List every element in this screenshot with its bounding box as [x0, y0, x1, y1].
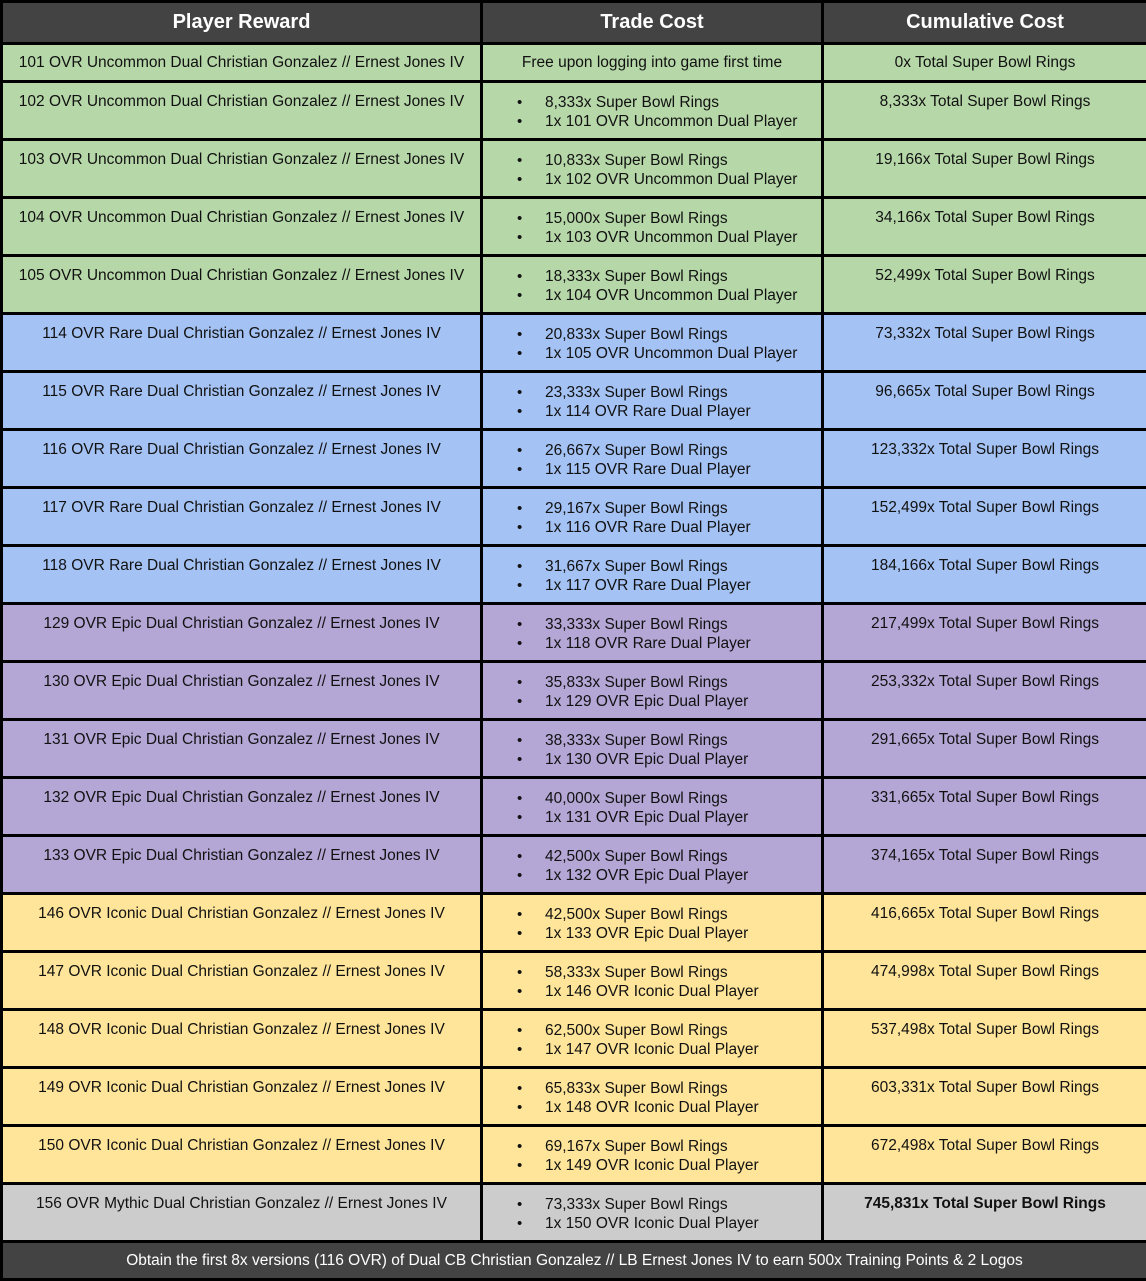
trade-cost-item: • 1x 129 OVR Epic Dual Player	[513, 692, 821, 711]
table-row	[2, 778, 1146, 836]
player-reward-cell: 116 OVR Rare Dual Christian Gonzalez // Ernest Jones IV	[2, 430, 482, 488]
trade-cost-list	[513, 1195, 821, 1233]
table-row	[2, 604, 1146, 662]
cumulative-cost-cell: 19,166x Total Super Bowl Rings	[823, 140, 1146, 198]
cumulative-cost-cell: 96,665x Total Super Bowl Rings	[823, 372, 1146, 430]
trade-cost-cell	[482, 720, 823, 778]
cumulative-cost-cell: 672,498x Total Super Bowl Rings	[823, 1126, 1146, 1184]
trade-cost-item: • 38,333x Super Bowl Rings	[513, 731, 821, 750]
trade-cost-list	[513, 151, 821, 189]
cumulative-cost-cell: 331,665x Total Super Bowl Rings	[823, 778, 1146, 836]
trade-cost-cell	[482, 430, 823, 488]
trade-cost-cell	[482, 1068, 823, 1126]
trade-cost-cell	[482, 1184, 823, 1242]
cumulative-cost-cell: 123,332x Total Super Bowl Rings	[823, 430, 1146, 488]
cumulative-cost-cell: 217,499x Total Super Bowl Rings	[823, 604, 1146, 662]
trade-cost-list	[513, 731, 821, 769]
table-row	[2, 1068, 1146, 1126]
trade-cost-list	[513, 963, 821, 1001]
table-row	[2, 662, 1146, 720]
trade-cost-cell	[482, 140, 823, 198]
table-row	[2, 720, 1146, 778]
trade-cost-list	[513, 1021, 821, 1059]
trade-cost-list	[513, 789, 821, 827]
table-row	[2, 1126, 1146, 1184]
table-row	[2, 198, 1146, 256]
trade-cost-item: • 1x 133 OVR Epic Dual Player	[513, 924, 821, 943]
table-row	[2, 140, 1146, 198]
cumulative-cost-cell: 34,166x Total Super Bowl Rings	[823, 198, 1146, 256]
trade-cost-item: • 31,667x Super Bowl Rings	[513, 557, 821, 576]
trade-cost-cell	[482, 952, 823, 1010]
trade-cost-item: • 40,000x Super Bowl Rings	[513, 789, 821, 808]
trade-cost-item: • 1x 101 OVR Uncommon Dual Player	[513, 112, 821, 131]
player-reward-cell: 131 OVR Epic Dual Christian Gonzalez // Ernest Jones IV	[2, 720, 482, 778]
trade-cost-item: • 65,833x Super Bowl Rings	[513, 1079, 821, 1098]
trade-cost-item: • 42,500x Super Bowl Rings	[513, 905, 821, 924]
player-reward-cell: 114 OVR Rare Dual Christian Gonzalez // Ernest Jones IV	[2, 314, 482, 372]
trade-cost-item: • 8,333x Super Bowl Rings	[513, 93, 821, 112]
trade-cost-item: • 15,000x Super Bowl Rings	[513, 209, 821, 228]
trade-cost-item: • 1x 149 OVR Iconic Dual Player	[513, 1156, 821, 1175]
player-reward-cell: 147 OVR Iconic Dual Christian Gonzalez // Ernest Jones IV	[2, 952, 482, 1010]
table-row	[2, 1010, 1146, 1068]
cumulative-cost-cell: 0x Total Super Bowl Rings	[823, 44, 1146, 82]
trade-cost-list	[513, 557, 821, 595]
player-reward-cell: 150 OVR Iconic Dual Christian Gonzalez // Ernest Jones IV	[2, 1126, 482, 1184]
player-reward-cell: 146 OVR Iconic Dual Christian Gonzalez // Ernest Jones IV	[2, 894, 482, 952]
trade-cost-item: • 1x 146 OVR Iconic Dual Player	[513, 982, 821, 1001]
trade-cost-item: • 1x 116 OVR Rare Dual Player	[513, 518, 821, 537]
trade-cost-cell	[482, 662, 823, 720]
table-row	[2, 372, 1146, 430]
trade-cost-item: • 42,500x Super Bowl Rings	[513, 847, 821, 866]
cumulative-cost-cell: 291,665x Total Super Bowl Rings	[823, 720, 1146, 778]
trade-cost-item: • 1x 115 OVR Rare Dual Player	[513, 460, 821, 479]
player-reward-cell: 132 OVR Epic Dual Christian Gonzalez // Ernest Jones IV	[2, 778, 482, 836]
player-reward-cell: 149 OVR Iconic Dual Christian Gonzalez // Ernest Jones IV	[2, 1068, 482, 1126]
cumulative-cost-cell: 745,831x Total Super Bowl Rings	[823, 1184, 1146, 1242]
cumulative-cost-cell: 603,331x Total Super Bowl Rings	[823, 1068, 1146, 1126]
trade-cost-cell	[482, 1010, 823, 1068]
trade-cost-cell: Free upon logging into game first time	[482, 44, 823, 82]
trade-cost-cell	[482, 256, 823, 314]
trade-cost-item: • 20,833x Super Bowl Rings	[513, 325, 821, 344]
cumulative-cost-cell: 52,499x Total Super Bowl Rings	[823, 256, 1146, 314]
player-reward-cell: 129 OVR Epic Dual Christian Gonzalez // Ernest Jones IV	[2, 604, 482, 662]
trade-cost-cell	[482, 836, 823, 894]
table-row	[2, 44, 1146, 82]
cumulative-cost-cell: 73,332x Total Super Bowl Rings	[823, 314, 1146, 372]
table-row	[2, 836, 1146, 894]
trade-cost-list	[513, 441, 821, 479]
cumulative-cost-cell: 253,332x Total Super Bowl Rings	[823, 662, 1146, 720]
player-reward-cell: 105 OVR Uncommon Dual Christian Gonzalez // Ernest Jones IV	[2, 256, 482, 314]
header-cumulative-cost: Cumulative Cost	[823, 2, 1146, 44]
trade-cost-item: • 18,333x Super Bowl Rings	[513, 267, 821, 286]
player-reward-cell: 148 OVR Iconic Dual Christian Gonzalez // Ernest Jones IV	[2, 1010, 482, 1068]
trade-cost-cell	[482, 314, 823, 372]
trade-cost-cell	[482, 778, 823, 836]
trade-cost-item: • 62,500x Super Bowl Rings	[513, 1021, 821, 1040]
cumulative-cost-cell: 474,998x Total Super Bowl Rings	[823, 952, 1146, 1010]
table-row	[2, 952, 1146, 1010]
trade-cost-list	[513, 499, 821, 537]
player-reward-cell: 130 OVR Epic Dual Christian Gonzalez // Ernest Jones IV	[2, 662, 482, 720]
trade-cost-item: • 1x 105 OVR Uncommon Dual Player	[513, 344, 821, 363]
trade-cost-item: • 73,333x Super Bowl Rings	[513, 1195, 821, 1214]
trade-cost-list	[513, 673, 821, 711]
cumulative-cost-cell: 8,333x Total Super Bowl Rings	[823, 82, 1146, 140]
trade-cost-cell	[482, 372, 823, 430]
trade-cost-item: • 1x 114 OVR Rare Dual Player	[513, 402, 821, 421]
trade-cost-item: • 1x 118 OVR Rare Dual Player	[513, 634, 821, 653]
trade-cost-item: • 1x 132 OVR Epic Dual Player	[513, 866, 821, 885]
trade-cost-list	[513, 93, 821, 131]
player-reward-cell: 102 OVR Uncommon Dual Christian Gonzalez // Ernest Jones IV	[2, 82, 482, 140]
trade-cost-list	[513, 615, 821, 653]
player-reward-cell: 101 OVR Uncommon Dual Christian Gonzalez // Ernest Jones IV	[2, 44, 482, 82]
player-reward-cell: 104 OVR Uncommon Dual Christian Gonzalez // Ernest Jones IV	[2, 198, 482, 256]
trade-cost-list	[513, 847, 821, 885]
trade-cost-item: • 58,333x Super Bowl Rings	[513, 963, 821, 982]
player-reward-cell: 118 OVR Rare Dual Christian Gonzalez // Ernest Jones IV	[2, 546, 482, 604]
table-row	[2, 430, 1146, 488]
table-row	[2, 488, 1146, 546]
cumulative-cost-cell: 374,165x Total Super Bowl Rings	[823, 836, 1146, 894]
trade-cost-item: • 1x 150 OVR Iconic Dual Player	[513, 1214, 821, 1233]
trade-cost-item: • 26,667x Super Bowl Rings	[513, 441, 821, 460]
header-trade-cost: Trade Cost	[482, 2, 823, 44]
trade-cost-item: • 1x 147 OVR Iconic Dual Player	[513, 1040, 821, 1059]
trade-cost-item: • 29,167x Super Bowl Rings	[513, 499, 821, 518]
trade-cost-list	[513, 1079, 821, 1117]
footer-note: Obtain the first 8x versions (116 OVR) of Dual CB Christian Gonzalez // LB Ernest Jones IV to earn 500x Training Points & 2 Logos	[2, 1242, 1146, 1280]
header-row	[2, 2, 1146, 44]
trade-cost-cell	[482, 488, 823, 546]
trade-cost-item: • 1x 102 OVR Uncommon Dual Player	[513, 170, 821, 189]
trade-cost-list	[513, 383, 821, 421]
trade-cost-cell	[482, 198, 823, 256]
cumulative-cost-cell: 537,498x Total Super Bowl Rings	[823, 1010, 1146, 1068]
table-row	[2, 256, 1146, 314]
cumulative-cost-cell: 152,499x Total Super Bowl Rings	[823, 488, 1146, 546]
trade-cost-list	[513, 1137, 821, 1175]
table-row	[2, 546, 1146, 604]
trade-cost-list	[513, 325, 821, 363]
trade-cost-item: • 33,333x Super Bowl Rings	[513, 615, 821, 634]
trade-cost-list	[513, 209, 821, 247]
trade-cost-cell	[482, 894, 823, 952]
player-reward-cell: 115 OVR Rare Dual Christian Gonzalez // Ernest Jones IV	[2, 372, 482, 430]
cumulative-cost-cell: 416,665x Total Super Bowl Rings	[823, 894, 1146, 952]
trade-cost-list	[513, 905, 821, 943]
trade-cost-cell	[482, 82, 823, 140]
trade-cost-item: • 1x 148 OVR Iconic Dual Player	[513, 1098, 821, 1117]
table-row	[2, 82, 1146, 140]
header-player-reward: Player Reward	[2, 2, 482, 44]
cumulative-cost-cell: 184,166x Total Super Bowl Rings	[823, 546, 1146, 604]
player-reward-cell: 156 OVR Mythic Dual Christian Gonzalez // Ernest Jones IV	[2, 1184, 482, 1242]
trade-cost-cell	[482, 604, 823, 662]
trade-cost-cell	[482, 1126, 823, 1184]
trade-cost-item: • 1x 131 OVR Epic Dual Player	[513, 808, 821, 827]
player-reward-cell: 133 OVR Epic Dual Christian Gonzalez // Ernest Jones IV	[2, 836, 482, 894]
table-row	[2, 314, 1146, 372]
player-reward-cell: 117 OVR Rare Dual Christian Gonzalez // Ernest Jones IV	[2, 488, 482, 546]
trade-cost-item: • 69,167x Super Bowl Rings	[513, 1137, 821, 1156]
trade-cost-item: • 1x 104 OVR Uncommon Dual Player	[513, 286, 821, 305]
player-reward-cell: 103 OVR Uncommon Dual Christian Gonzalez // Ernest Jones IV	[2, 140, 482, 198]
trade-cost-item: • 35,833x Super Bowl Rings	[513, 673, 821, 692]
footer-row	[2, 1242, 1146, 1280]
trade-cost-item: • 1x 130 OVR Epic Dual Player	[513, 750, 821, 769]
trade-cost-cell	[482, 546, 823, 604]
table-row	[2, 1184, 1146, 1242]
trade-cost-item: • 10,833x Super Bowl Rings	[513, 151, 821, 170]
trade-cost-list	[513, 267, 821, 305]
trade-cost-item: • 23,333x Super Bowl Rings	[513, 383, 821, 402]
trade-cost-item: • 1x 103 OVR Uncommon Dual Player	[513, 228, 821, 247]
trade-cost-item: • 1x 117 OVR Rare Dual Player	[513, 576, 821, 595]
table-row	[2, 894, 1146, 952]
